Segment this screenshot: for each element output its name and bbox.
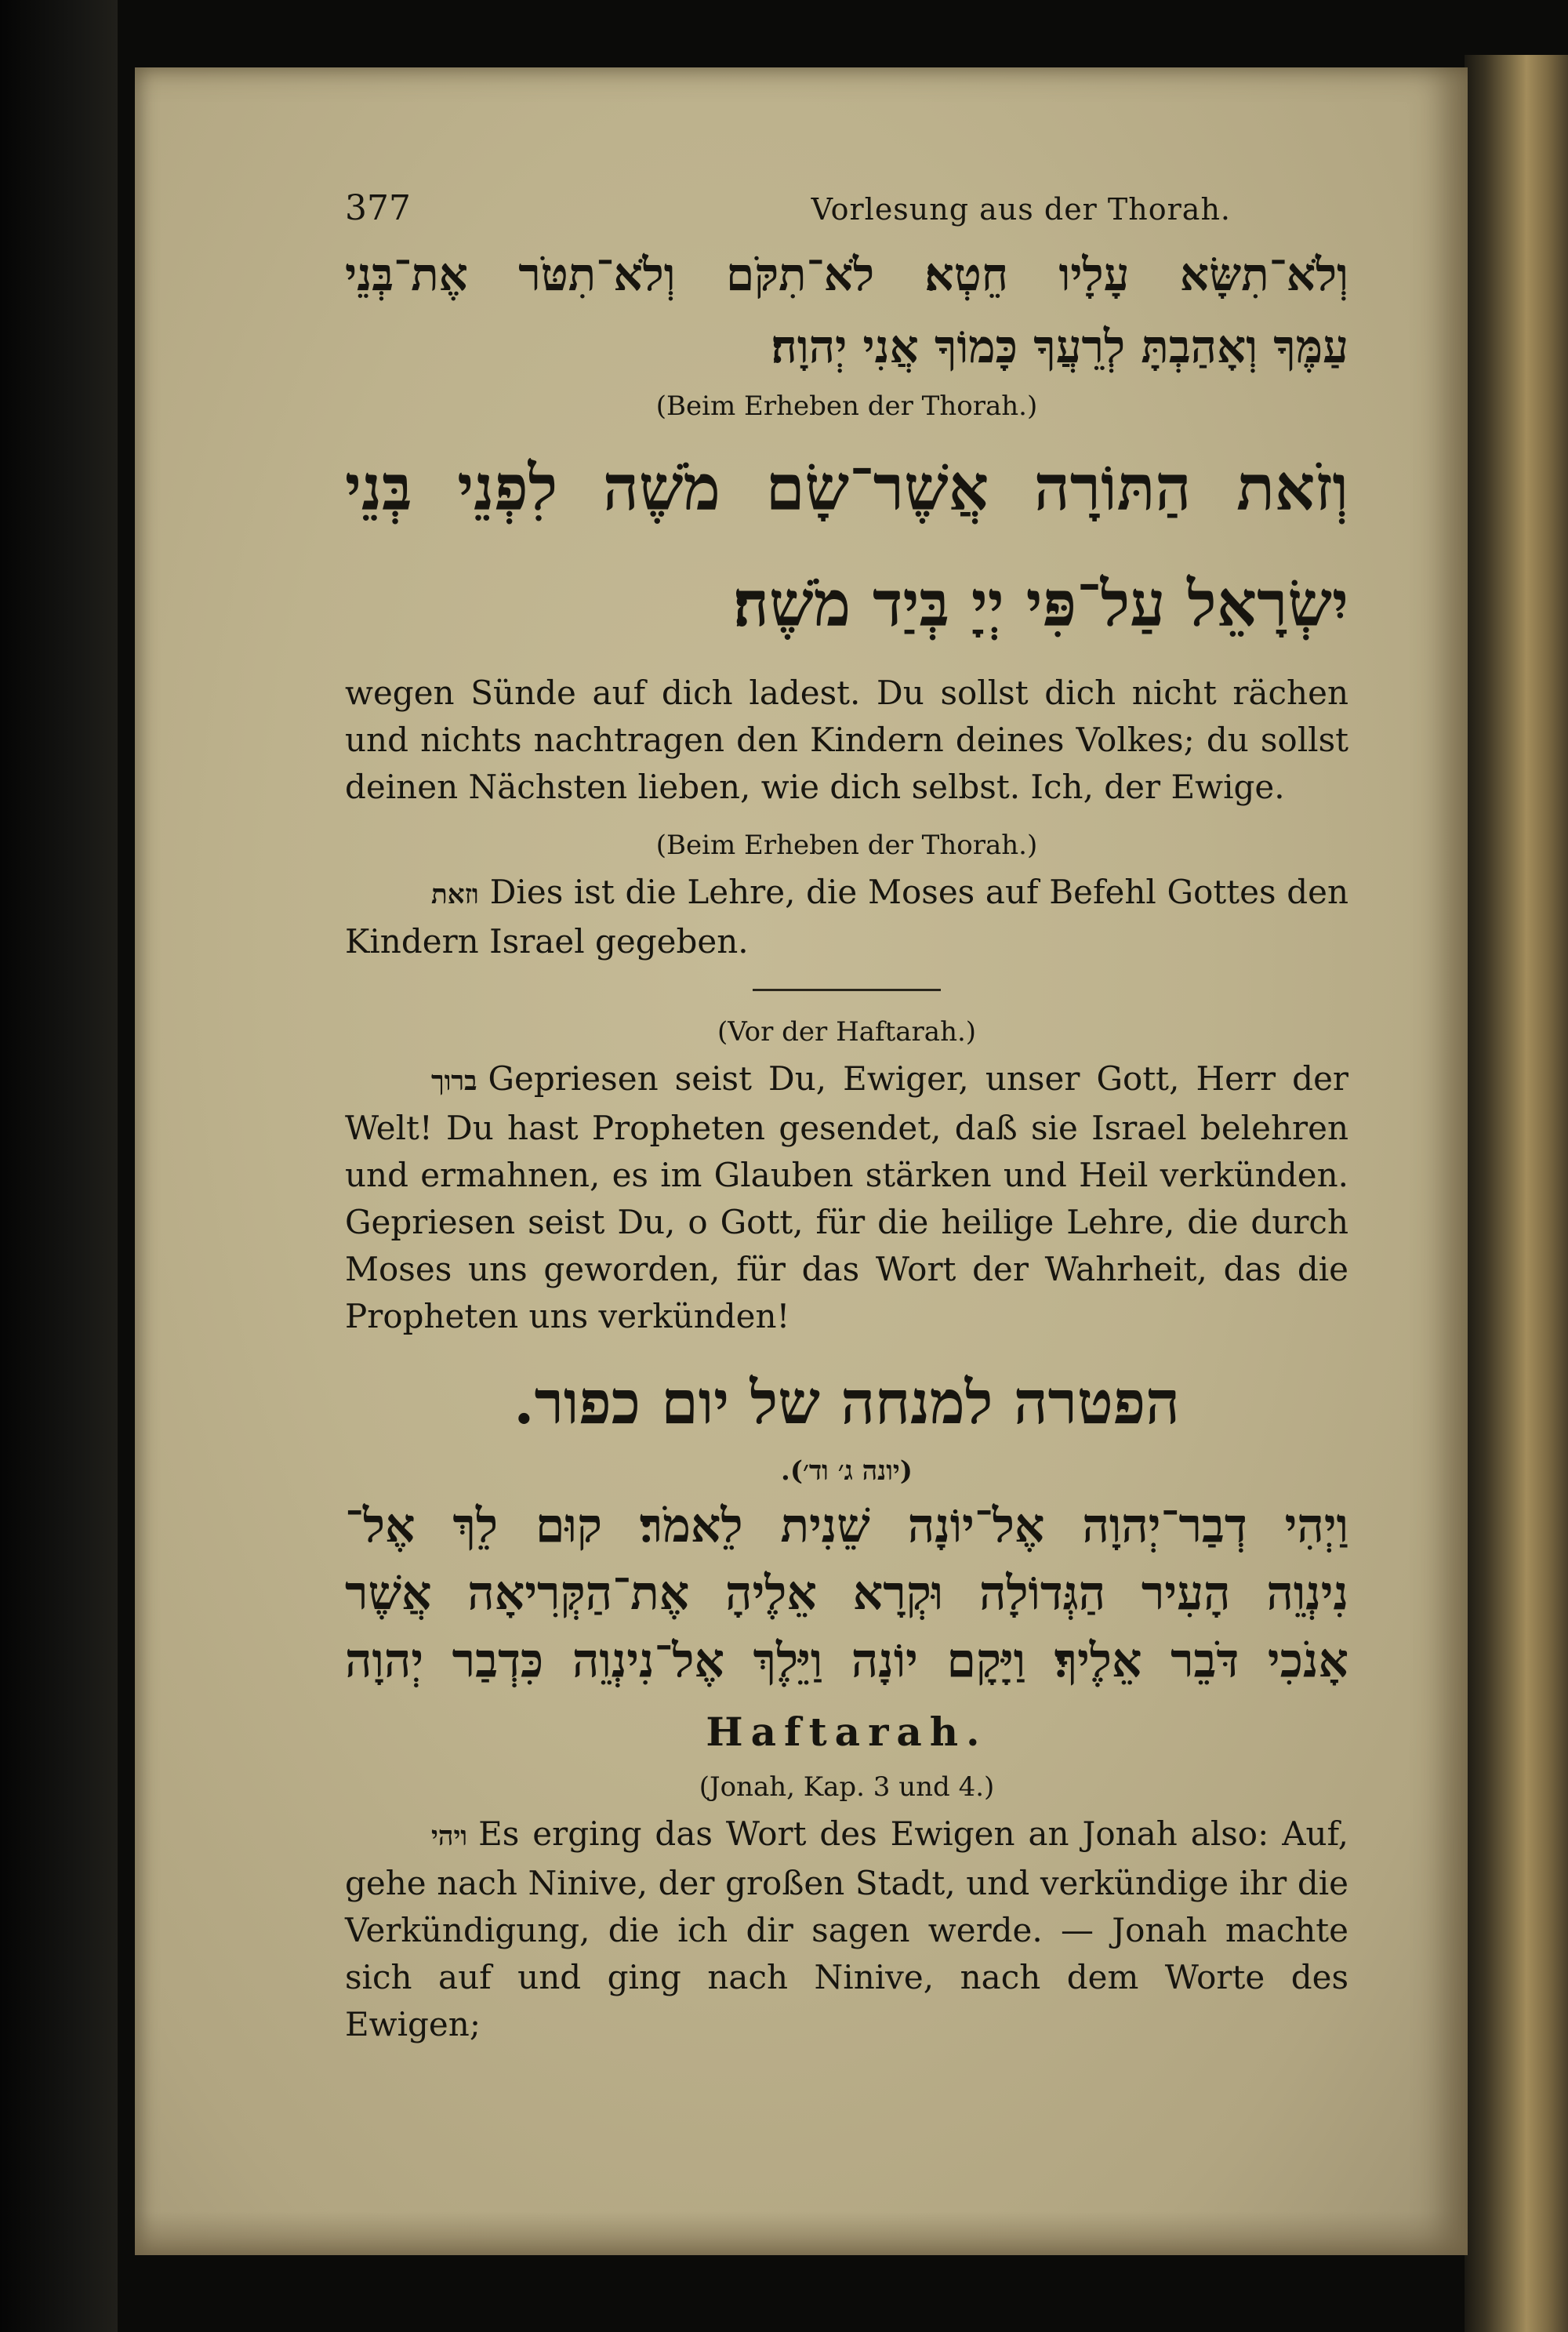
hebrew-haftarah-line-3: אָנֹכִי דֹּבֵר אֵלֶיךָ׃ וַיָּקָם יוֹנָה וַיֵּלֶךְ אֶל־נִינְוֵה כִּדְבַר יְהוָה: [345, 1633, 1348, 1688]
book-binding-left: [0, 0, 118, 2332]
caption-lifting-hebrew: (Beim Erheben der Thorah.): [655, 390, 1038, 422]
german-verse-text: wegen Sünde auf dich ladest. Du sollst dich nicht rächen und nichts nachtragen den Kindern deines Volkes; du sollst deinen Nächsten lieben, wie dich selbst. Ich, der Ewige.: [345, 674, 1348, 806]
german-verse-paragraph: [345, 670, 1348, 811]
page-text: [345, 188, 1348, 2048]
hebrew-verse-line-1: וְלֹא־תִשָּׂא עָלָיו חֵטְא׃ לֹא־תִקֹּם וְלֹא־תִטֹּר אֶת־בְּנֵי: [345, 248, 1348, 301]
caption-lifting-german: (Beim Erheben der Thorah.): [655, 830, 1038, 861]
hebrew-lifting-line-1: וְזֹאת הַתּוֹרָה אֲשֶׁר־שָׂם מֹשֶׁה לִפְנֵי בְּנֵי: [345, 451, 1348, 525]
page-number: 377: [345, 188, 411, 228]
hebrew-cue-vezot: וזאת: [431, 879, 479, 910]
hebrew-haftarah-title: הפטרה למנחה של יום כפור.: [514, 1368, 1180, 1437]
german-lifting-paragraph: [345, 869, 1348, 965]
haftarah-title: Haftarah.: [706, 1709, 988, 1755]
german-blessing-text: Gepriesen seist Du, Ewiger, unser Gott, Herr der Welt! Du hast Propheten gesendet, daß sie Israel belehren und ermahnen, es im Glauben stärken und Heil verkünden. Gepriesen seist Du, o Gott, für die heilige Lehre, die durch Moses uns geworden, für das Wort der Wahrheit, das die Propheten uns verkünden!: [345, 1059, 1348, 1335]
running-title: Vorlesung aus der Thorah.: [811, 192, 1231, 227]
hebrew-verse-line-2: עַמֶּךָ וְאָהַבְתָּ לְרֵעֲךָ כָּמוֹךָ אֲנִי יְהוָה׃: [771, 320, 1348, 373]
page-bottom-shadow: [135, 2211, 1468, 2255]
caption-before-haftarah: (Vor der Haftarah.): [717, 1016, 977, 1048]
page-header: [345, 188, 1348, 238]
german-blessing-paragraph: [345, 1055, 1348, 1340]
german-haftarah-text: Es erging das Wort des Ewigen an Jonah also: Auf, gehe nach Ninive, der großen Stadt, und verkündige ihr die Verkündigung, die ich dir sagen werde. — Jonah machte sich auf und ging nach Ninive, nach dem Worte des Ewigen;: [345, 1814, 1348, 2043]
section-divider: [753, 989, 941, 991]
page-edges-right: [1465, 55, 1568, 2332]
german-haftarah-paragraph: [345, 1811, 1348, 2048]
haftarah-reference: (Jonah, Kap. 3 und 4.): [699, 1771, 995, 1803]
hebrew-haftarah-reference: (יונה ג׳ וד׳).: [781, 1455, 913, 1487]
hebrew-haftarah-line-2: נִינְוֵה הָעִיר הַגְּדוֹלָה וּקְרָא אֵלֶיהָ אֶת־הַקְּרִיאָה אֲשֶׁר: [345, 1566, 1348, 1621]
hebrew-cue-vayehi: ויהי: [431, 1821, 468, 1852]
hebrew-lifting-line-2: יִשְׂרָאֵל עַל־פִּי יְיָ בְּיַד מֹשֶׁה׃: [733, 567, 1348, 641]
hebrew-cue-baruch: ברוך: [431, 1066, 477, 1097]
hebrew-haftarah-line-1: וַיְהִי דְבַר־יְהוָה אֶל־יוֹנָה שֵׁנִית לֵאמֹר׃ קוּם לֵךְ אֶל־: [345, 1498, 1348, 1553]
german-lifting-text: Dies ist die Lehre, die Moses auf Befehl Gottes den Kindern Israel gegeben.: [345, 873, 1348, 961]
